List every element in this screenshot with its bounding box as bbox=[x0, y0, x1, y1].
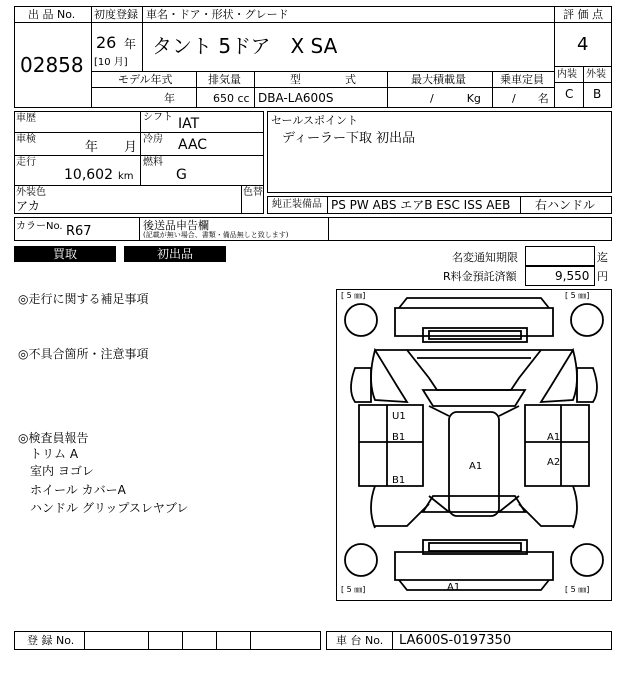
damage-mark-a1-center: A1 bbox=[469, 461, 483, 472]
shift-value: IAT bbox=[178, 116, 200, 132]
tire-rear-right bbox=[571, 544, 603, 576]
capacity-label: 乗車定員 bbox=[500, 73, 544, 86]
ac-label: 冷房 bbox=[143, 134, 163, 145]
year-unit: 年 bbox=[124, 37, 137, 51]
name-change-box bbox=[525, 246, 595, 266]
ac-value: AAC bbox=[178, 137, 208, 153]
car-name: タント 5ドア X SA bbox=[152, 34, 338, 58]
tire-fr-depth: [ 5 ㎜] bbox=[565, 291, 590, 300]
type-value: DBA-LA600S bbox=[258, 91, 334, 105]
color-no-label: カラーNo. bbox=[16, 221, 63, 232]
damage-mark-u1: U1 bbox=[392, 411, 406, 422]
load-label: 最大積載量 bbox=[411, 73, 466, 86]
tire-rear-left bbox=[345, 544, 377, 576]
evaluation-label: 評 価 点 bbox=[563, 8, 603, 21]
exterior-label: 外装 bbox=[586, 69, 606, 80]
recycle-unit: 円 bbox=[597, 270, 608, 283]
registration-year: 26 bbox=[96, 33, 117, 52]
interior-label: 内装 bbox=[557, 69, 577, 80]
interior-grade: C bbox=[565, 87, 574, 101]
damage-mark-a1-rear: A1 bbox=[447, 582, 461, 593]
driving-notes-header: ◎走行に関する補足事項 bbox=[18, 292, 149, 306]
steering-value: 右ハンドル bbox=[535, 198, 596, 212]
inspector-line: ホイール カバーA bbox=[30, 483, 126, 497]
lot-number-label: 出 品 No. bbox=[28, 8, 76, 21]
color-value: アカ bbox=[16, 199, 40, 213]
mileage-value: 10,602 bbox=[64, 167, 113, 183]
car-diagram bbox=[336, 289, 612, 601]
car-outline-svg bbox=[337, 290, 611, 600]
mileage-unit: km bbox=[118, 171, 134, 182]
exterior-grade: B bbox=[593, 87, 602, 101]
capacity-value: / 名 bbox=[512, 92, 549, 105]
name-change-unit: 迄 bbox=[597, 251, 608, 264]
registration-label: 初度登録 bbox=[94, 8, 138, 21]
color-no-value: R67 bbox=[66, 224, 92, 239]
first-listing-badge: 初出品 bbox=[124, 246, 226, 262]
tire-front-left bbox=[345, 304, 377, 336]
mileage-label: 走行 bbox=[16, 157, 36, 168]
details-box bbox=[14, 111, 264, 214]
fuel-label: 燃料 bbox=[143, 157, 163, 168]
tire-front-right bbox=[571, 304, 603, 336]
buy-badge: 買取 bbox=[14, 246, 116, 262]
damage-mark-b1-upper: B1 bbox=[392, 432, 406, 443]
inspection-label: 車検 bbox=[16, 134, 36, 145]
lot-number: 02858 bbox=[20, 53, 84, 77]
inspector-header: ◎検査員報告 bbox=[18, 431, 89, 445]
fuel-value: G bbox=[176, 167, 187, 183]
model-year-unit: 年 bbox=[164, 92, 175, 105]
sales-point-label: セールスポイント bbox=[271, 114, 359, 127]
displacement-label: 排気量 bbox=[208, 73, 241, 86]
equipment-value: PS PW ABS エアB ESC ISS AEB bbox=[331, 198, 511, 212]
chassis-number-label: 車 台 No. bbox=[336, 634, 384, 647]
tire-fl-depth: [ 5 ㎜] bbox=[341, 291, 366, 300]
post-report-label: 後送品申告欄 bbox=[143, 219, 209, 232]
registration-number-label: 登 録 No. bbox=[27, 634, 75, 647]
car-name-label: 車名・ドア・形状・グレード bbox=[146, 8, 289, 21]
defect-notes-header: ◎不具合箇所・注意事項 bbox=[18, 347, 149, 361]
equipment-label: 純正装備品 bbox=[272, 199, 322, 210]
evaluation-score: 4 bbox=[577, 34, 589, 55]
inspector-line: トリム A bbox=[30, 447, 79, 461]
recycle-value: 9,550 bbox=[555, 269, 590, 283]
recycle-label: R料金預託済額 bbox=[443, 270, 517, 283]
inspection-value: 年 月 bbox=[85, 140, 138, 155]
history-label: 車歴 bbox=[16, 113, 36, 124]
name-change-label: 名変通知期限 bbox=[452, 251, 518, 264]
color-label: 外装色 bbox=[16, 187, 46, 198]
damage-mark-b1-lower: B1 bbox=[392, 475, 406, 486]
damage-mark-a1-right: A1 bbox=[547, 432, 561, 443]
registration-month: [10 月] bbox=[94, 57, 128, 68]
chassis-number-value: LA600S-0197350 bbox=[399, 633, 512, 648]
tire-rl-depth: [ 5 ㎜] bbox=[341, 585, 366, 594]
post-report-note: (記載が無い場合、書類・備品無しと致します) bbox=[143, 231, 289, 239]
damage-mark-a2-right: A2 bbox=[547, 457, 561, 468]
post-report-value-box bbox=[328, 217, 612, 241]
inspector-line: ハンドル グリップスレヤブレ bbox=[30, 501, 189, 515]
shift-label: シフト bbox=[143, 112, 173, 123]
color-change-label: 色替 bbox=[243, 187, 263, 198]
displacement-value: 650 cc bbox=[213, 92, 250, 105]
tire-rr-depth: [ 5 ㎜] bbox=[565, 585, 590, 594]
load-value: / Kg bbox=[430, 92, 481, 105]
type-label: 型 式 bbox=[290, 73, 356, 86]
inspector-line: 室内 ヨゴレ bbox=[30, 464, 94, 478]
sales-point-value: ディーラー下取 初出品 bbox=[282, 131, 416, 146]
model-year-label: モデル年式 bbox=[118, 73, 173, 86]
